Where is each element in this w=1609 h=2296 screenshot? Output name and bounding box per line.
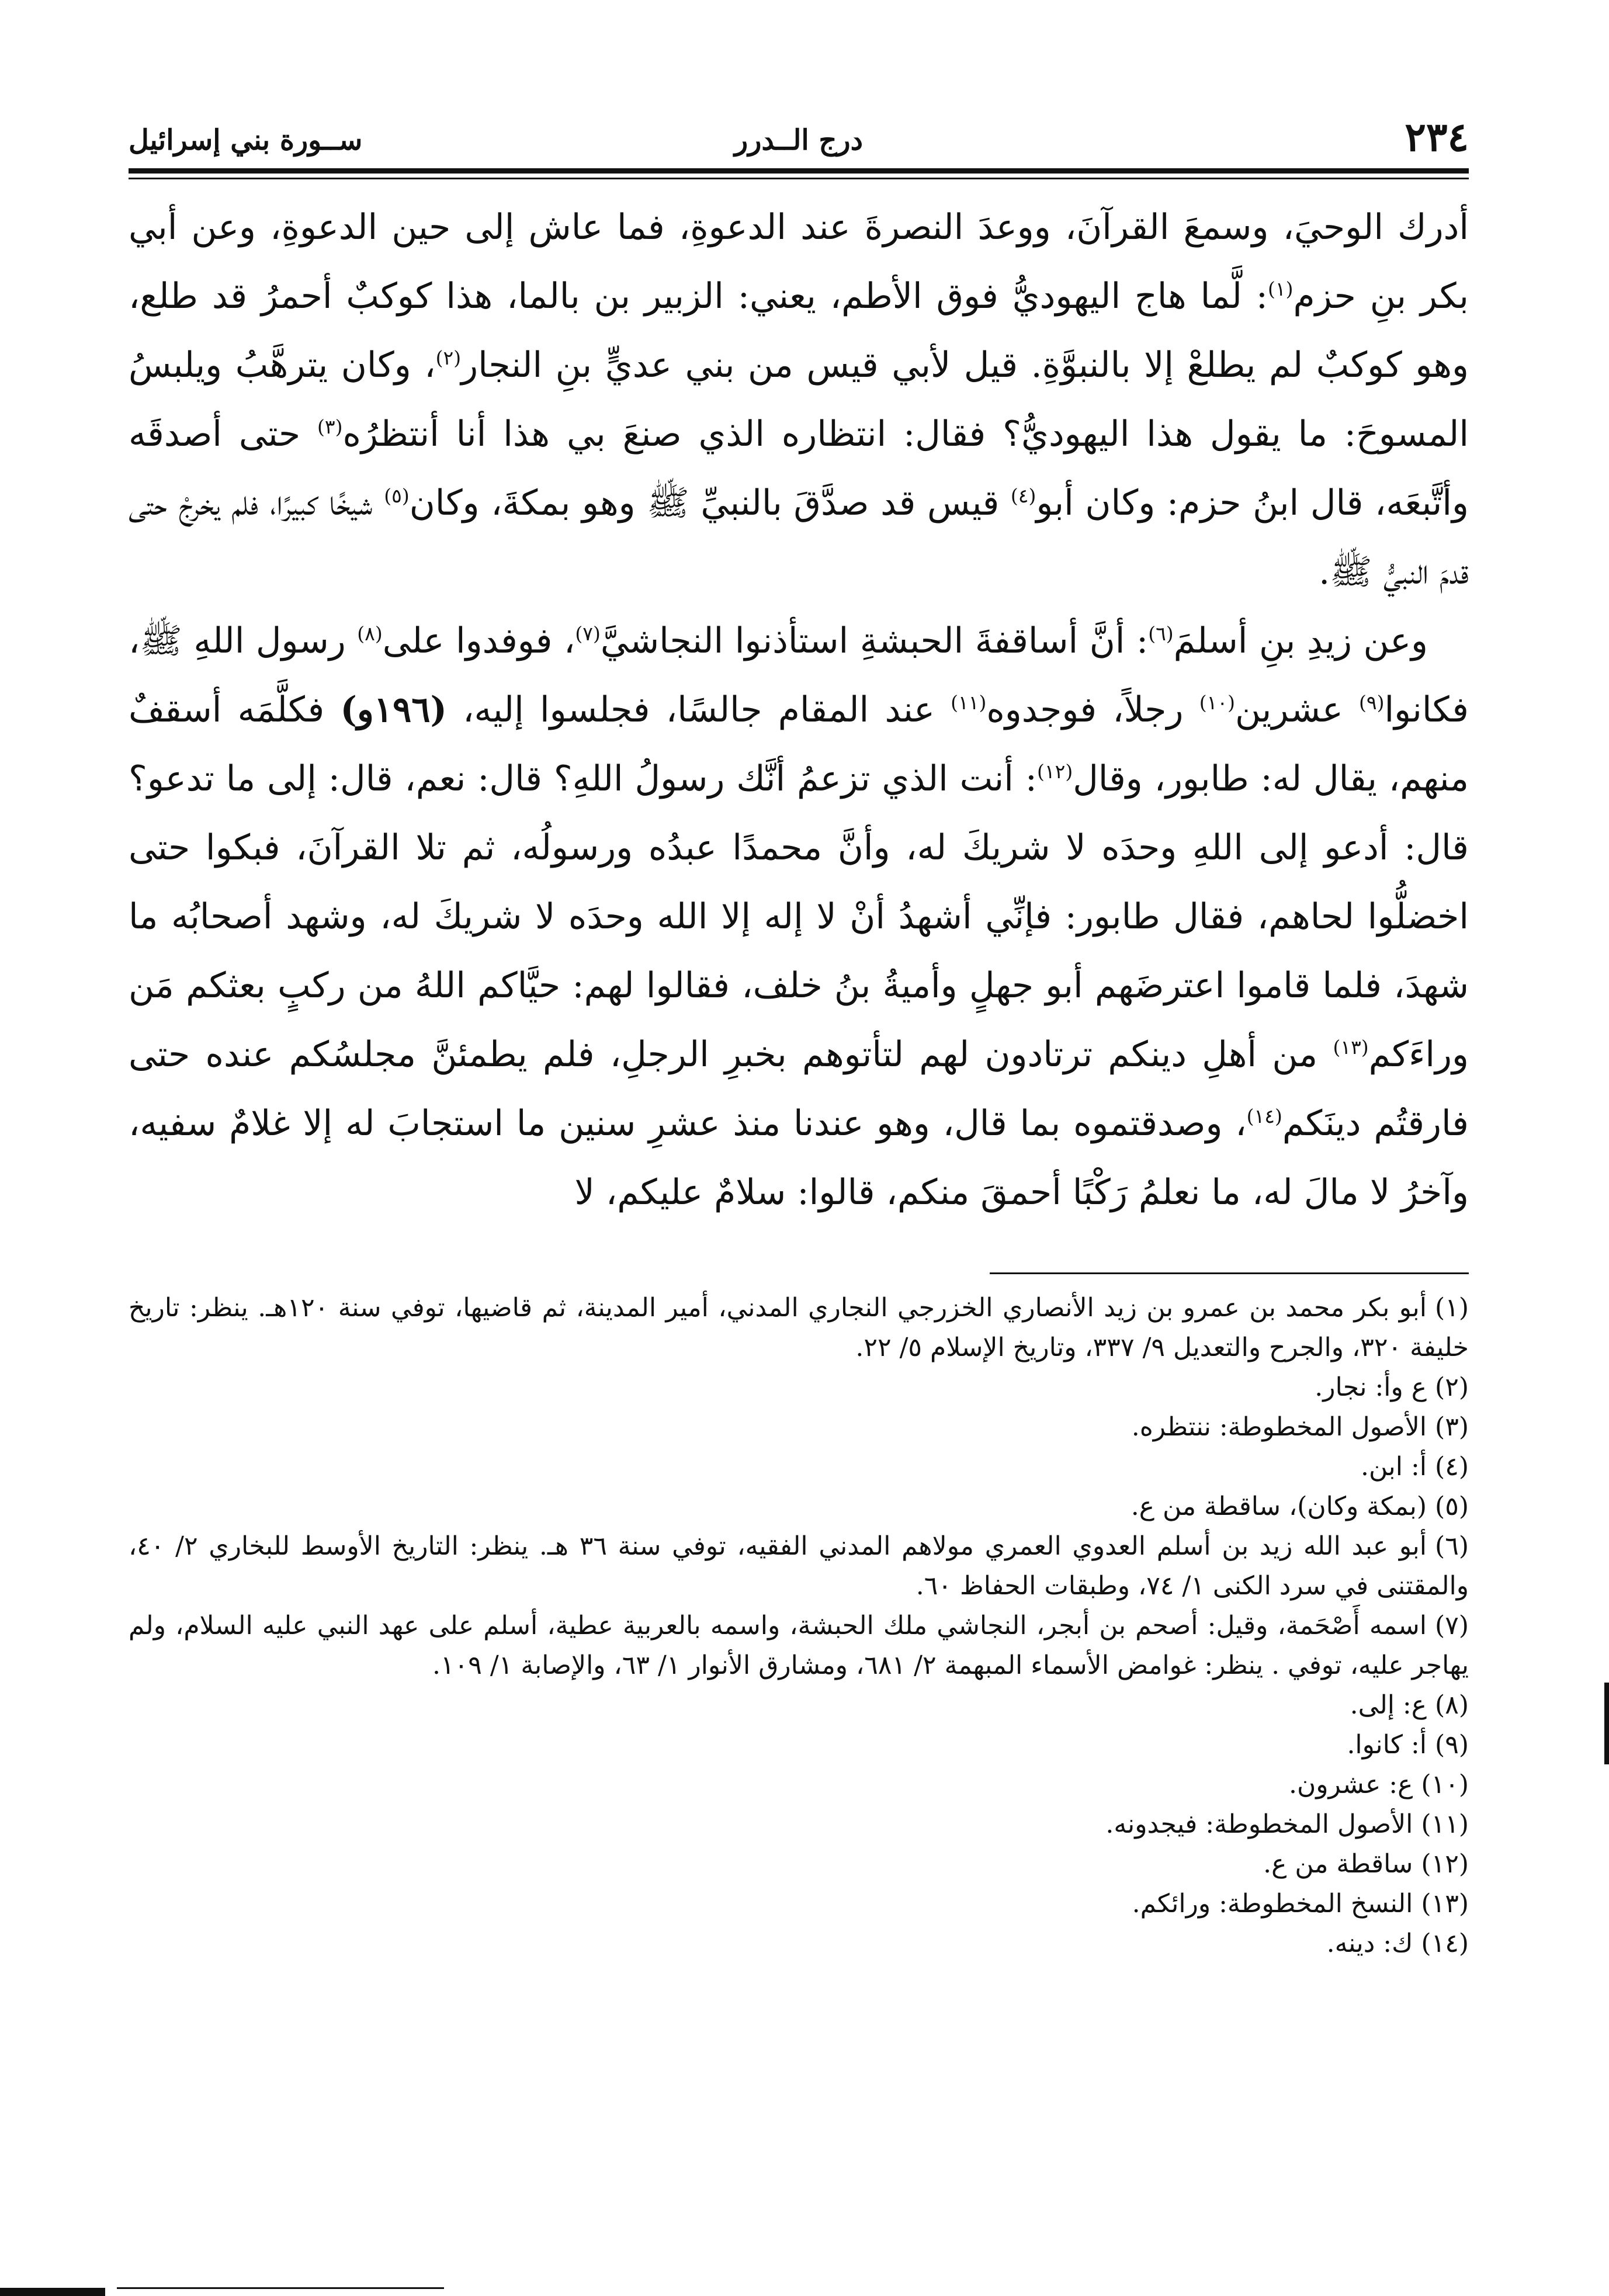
- text-span: ، وصدقتموه بما قال، وهو عندنا منذ عشرِ سنين ما استجابَ له إلا غلامٌ سفيه، وآخرُ لا مالَ له، ما نعلمُ رَكْبًا أحمقَ منكم، قالوا: سلامٌ عليكم، لا: [129, 1103, 1469, 1213]
- footnote-ref: (١٣): [1333, 1036, 1369, 1059]
- scan-artifact: [117, 2287, 444, 2289]
- footnote: [129, 1487, 1469, 1527]
- footnote-number: (٩): [1435, 1730, 1469, 1760]
- footnote-ref: (٢): [435, 346, 462, 369]
- footnote-number: (٢): [1435, 1372, 1469, 1402]
- folio-marker: (١٩٦و): [340, 689, 447, 730]
- book-title: درج الــدرر: [734, 124, 863, 157]
- paragraph-1: [129, 193, 1469, 606]
- footnote: [129, 1805, 1469, 1844]
- footnotes: [129, 1288, 1469, 1964]
- footnote-number: (٦): [1435, 1531, 1469, 1561]
- text-span: : أنَّ أساقفةَ الحبشةِ استأذنوا النجاشيَّ: [600, 620, 1149, 661]
- footnote-ref: (٥): [384, 484, 410, 507]
- footnote: [129, 1884, 1469, 1924]
- footnote: [129, 1447, 1469, 1487]
- text-span: عشرين: [1235, 689, 1360, 730]
- text-span: شيخًا كبيرًا، فلم يخرجْ حتى قدمَ النبيُّ ﷺ.: [129, 483, 1469, 592]
- footnote-text: ك: دينه.: [1326, 1929, 1413, 1958]
- header-rule-thick: [129, 168, 1469, 174]
- footnote: [129, 1725, 1469, 1765]
- text-span: وعن زيدِ بنِ أسلمَ: [1173, 620, 1428, 661]
- footnote-ref: (١٢): [1036, 760, 1073, 783]
- footnote-text: ع وأ: نجار.: [1315, 1372, 1427, 1402]
- footnote-number: (١٣): [1421, 1889, 1469, 1919]
- main-text: [129, 193, 1469, 1227]
- footnote-ref: (٦): [1148, 622, 1174, 645]
- paragraph-2: [129, 606, 1469, 1227]
- footnote-number: (٤): [1435, 1452, 1469, 1482]
- scan-edge-mark: [1604, 1683, 1609, 1764]
- footnote-number: (٣): [1435, 1412, 1469, 1442]
- footnote: [129, 1288, 1469, 1368]
- text-span: : أنت الذي تزعمُ أنَّك رسولُ اللهِ؟ قال: نعم، قال: إلى ما تدعو؟ قال: أدعو إلى اللهِ وحدَه لا شريكَ له، وأنَّ محمدًا عبدُه ورسولُه، ثم تلا القرآنَ، فبكوا حتى اخضلُّوا لحاهم، فقال طابور: فإنِّي أشهدُ أنْ لا إله إلا الله وحدَه لا شريكَ له، وشهد أصحابُه ما شهدَ، فلما قاموا اعترضَهم أبو جهلٍ وأميةُ بنُ خلف، فقالوا لهم: حيَّاكم اللهُ من ركبٍ بعثكم مَن وراءَكم: [129, 758, 1469, 1075]
- footnote-text: ع: إلى.: [1350, 1690, 1427, 1720]
- footnote-text: أ: كانوا.: [1347, 1730, 1427, 1760]
- footnote: [129, 1685, 1469, 1725]
- footnote-ref: (١): [1268, 278, 1294, 300]
- footnote-text: اسمه أَصْحَمة، وقيل: أصحم بن أبجر، النجاشي ملك الحبشة، واسمه بالعربية عطية، أسلم على عهد النبي عليه السلام، ولم يهاجر عليه، توفي . ينظر: غوامض الأسماء المبهمة ٢/ ٦٨١، ومشارق الأنوار ١/ ٦٣، والإصابة ١/ ١٠٩.: [129, 1611, 1469, 1680]
- footnote-number: (١٢): [1421, 1849, 1469, 1879]
- text-span: رجلاً، فوجدوه: [986, 689, 1199, 730]
- running-header: [129, 111, 1469, 164]
- text-span: من أهلِ دينكم ترتادون لهم لتأتوهم بخبرِ الرجلِ، فلم يطمئنَّ مجلسُكم عنده حتى فارقتُم دينَكم: [129, 1034, 1469, 1144]
- footnote-text: ع: عشرون.: [1288, 1770, 1413, 1799]
- footnote-number: (١): [1435, 1293, 1469, 1323]
- footnote-text: الأصول المخطوطة: ننتظره.: [1131, 1412, 1427, 1442]
- footnote-text: (بمكة وكان)، ساقطة من ع.: [1131, 1492, 1427, 1521]
- text-span: ، وكان يترهَّبُ ويلبسُ المسوحَ: ما يقول هذا اليهوديُّ؟ فقال: انتظاره الذي صنعَ بي هذا أنا أنتظرُه: [129, 345, 1469, 455]
- footnote-text: أ: ابن.: [1361, 1452, 1427, 1482]
- footnote-text: النسخ المخطوطة: ورائكم.: [1132, 1889, 1413, 1919]
- footnote-number: (١٤): [1421, 1929, 1469, 1958]
- surah-title: ســورة بني إسرائيل: [129, 124, 363, 157]
- text-span: عند المقام جالسًا، فجلسوا إليه،: [446, 689, 951, 730]
- text-span: : لَّما هاج اليهوديُّ فوق الأطم، يعني: الزبير بن بالما، هذا كوكبٌ أحمرُ قد طلع، وهو كوكبٌ لم يطلعْ إلا بالنبوَّةِ. قيل لأبي قيس من بني عديٍّ بنِ النجار: [129, 276, 1469, 386]
- footnote-ref: (٣): [317, 415, 343, 438]
- footnote-text: ساقطة من ع.: [1263, 1849, 1413, 1879]
- text-span: ، فوفدوا على: [382, 620, 575, 661]
- footnote-separator: [990, 1272, 1469, 1274]
- text-span: أدرك الوحيَ، وسمعَ القرآنَ، ووعدَ النصرةَ عند الدعوةِ، فما عاش إلى حين الدعوةِ، وعن أبي بكر بنِ حزم: [129, 207, 1469, 317]
- scan-artifact: [0, 2288, 105, 2296]
- footnote: [129, 1407, 1469, 1447]
- footnote-ref: (٧): [575, 622, 601, 645]
- text-span: حتى أصدقَه وأتَّبعَه، قال ابنُ حزم: وكان أبو: [129, 414, 1469, 523]
- text-span: قيس قد صدَّقَ بالنبيِّ ﷺ وهو بمكةَ، وكان: [409, 483, 1011, 523]
- footnote: [129, 1924, 1469, 1964]
- footnote-number: (٨): [1435, 1690, 1469, 1720]
- page-number: ٢٣٤: [1405, 114, 1469, 161]
- footnote-ref: (٤): [1010, 484, 1036, 507]
- footnote-number: (١١): [1421, 1809, 1469, 1839]
- footnote-ref: (٨): [357, 622, 383, 645]
- footnote-ref: (١٤): [1246, 1105, 1282, 1128]
- footnote: [129, 1765, 1469, 1805]
- footnote: [129, 1606, 1469, 1685]
- text-span: فكلَّمَه أسقفٌ منهم، يقال له: طابور، وقال: [129, 689, 1469, 799]
- footnote-number: (٥): [1435, 1492, 1469, 1521]
- footnote-text: أبو بكر محمد بن عمرو بن زيد الأنصاري الخزرجي النجاري المدني، أمير المدينة، ثم قاضيها، توفي سنة ١٢٠هـ. ينظر: تاريخ خليفة ٣٢٠، والجرح والتعديل ٩/ ٣٣٧، وتاريخ الإسلام ٥/ ٢٢.: [129, 1293, 1469, 1362]
- footnote-number: (١٠): [1421, 1770, 1469, 1799]
- footnote-number: (٧): [1435, 1611, 1469, 1641]
- footnote: [129, 1368, 1469, 1407]
- text-span: رسول اللهِ ﷺ، فكانوا: [129, 620, 1469, 730]
- footnote-ref: (١١): [951, 691, 987, 714]
- footnote-ref: (٩): [1359, 691, 1385, 714]
- footnote-ref: (١٠): [1199, 691, 1235, 714]
- footnote: [129, 1527, 1469, 1606]
- footnote: [129, 1844, 1469, 1884]
- footnote-text: الأصول المخطوطة: فيجدونه.: [1105, 1809, 1413, 1839]
- header-rule-thin: [129, 178, 1469, 179]
- footnote-text: أبو عبد الله زيد بن أسلم العدوي العمري مولاهم المدني الفقيه، توفي سنة ٣٦ هـ. ينظر: التاريخ الأوسط للبخاري ٢/ ٤٠، والمقتنى في سرد الكنى ١/ ٧٤، وطبقات الحفاظ ٦٠.: [129, 1531, 1469, 1601]
